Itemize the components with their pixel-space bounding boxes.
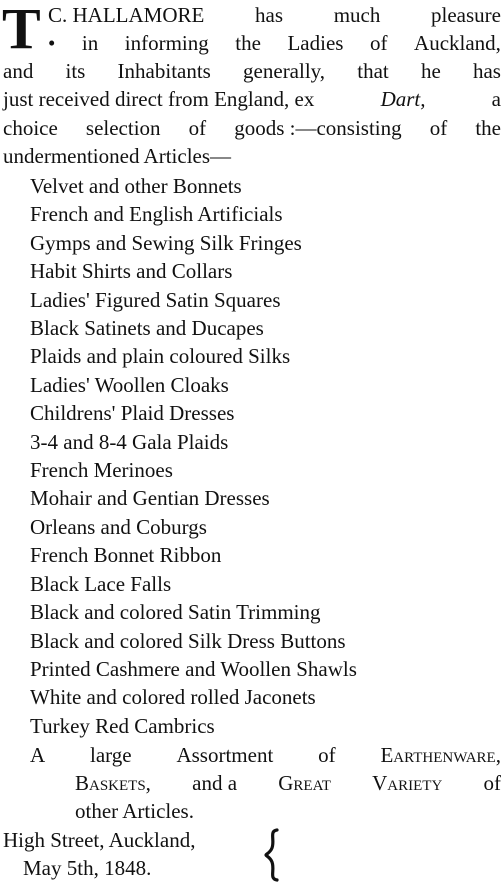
intro-line-1: [48, 3, 501, 27]
date-line: May 5th, 1848.: [23, 856, 152, 880]
assortment-row-2: [75, 769, 501, 797]
intro-word: informing: [124, 31, 209, 55]
list-item: Black Lace Falls: [30, 571, 172, 596]
list-item: Plaids and plain coloured Silks: [30, 344, 291, 369]
intro-word: Ladies: [287, 31, 344, 55]
assortment-word: of: [318, 743, 336, 767]
assortment-row-3: other Articles.: [75, 799, 194, 823]
list-item: Habit Shirts and Collars: [30, 259, 233, 284]
list-item: Mohair and Gentian Dresses: [30, 486, 270, 511]
intro-word: has: [255, 3, 284, 27]
intro-word: of: [370, 31, 388, 55]
article-list: [30, 172, 357, 740]
intro-word: of: [429, 116, 448, 140]
assortment-word: Variety: [372, 771, 443, 795]
assortment-word: Great: [278, 771, 331, 795]
intro-word: generally,: [243, 59, 326, 83]
intro-word: that: [357, 59, 389, 83]
drop-cap: T: [2, 0, 41, 61]
assortment-word: Earthenware,: [380, 743, 501, 767]
street-line: High Street, Auckland,: [3, 828, 196, 852]
list-item: French Merinoes: [30, 458, 173, 483]
intro-word: goods :—consisting: [234, 116, 402, 140]
intro-word: has: [472, 59, 501, 83]
curly-brace-ornament: [262, 828, 284, 882]
list-item: Black and colored Satin Trimming: [30, 600, 321, 625]
intro-word: the: [475, 116, 501, 140]
assortment-word: Assortment: [176, 743, 274, 767]
intro-word: its: [65, 59, 86, 83]
intro-word: •: [48, 31, 56, 55]
assortment-item: [30, 741, 501, 825]
assortment-word: A: [30, 743, 46, 767]
intro-text: just received direct from England, ex: [3, 87, 315, 111]
list-item: White and colored rolled Jaconets: [30, 685, 316, 710]
intro-word: pleasure: [431, 3, 501, 27]
list-item: Black and colored Silk Dress Buttons: [30, 628, 346, 653]
intro-word: of: [188, 116, 207, 140]
list-item: Gymps and Sewing Silk Fringes: [30, 230, 302, 255]
assortment-word: Baskets,: [75, 771, 151, 795]
list-item: Black Satinets and Ducapes: [30, 316, 264, 341]
intro-word: Auckland,: [414, 31, 501, 55]
list-item: Orleans and Coburgs: [30, 514, 207, 539]
intro-word: Inhabitants: [117, 59, 211, 83]
intro-word: in: [81, 31, 99, 55]
ship-name: Dart,: [380, 87, 426, 111]
assortment-row-1: [30, 741, 501, 769]
intro-line-3: [3, 59, 501, 83]
list-item: Childrens' Plaid Dresses: [30, 401, 235, 426]
intro-line-5: [3, 116, 501, 140]
intro-word: C. HALLAMORE: [48, 3, 205, 27]
list-item: Printed Cashmere and Woollen Shawls: [30, 656, 357, 681]
list-item: French and English Artificials: [30, 202, 283, 227]
intro-word: and: [3, 59, 34, 83]
list-item: Ladies' Woollen Cloaks: [30, 372, 229, 397]
list-item: Turkey Red Cambrics: [30, 713, 215, 738]
intro-line-6: undermentioned Articles—: [3, 144, 232, 168]
intro-word: selection: [85, 116, 161, 140]
intro-word: choice: [3, 116, 58, 140]
assortment-word: large: [90, 743, 132, 767]
assortment-word: of: [483, 771, 501, 795]
intro-line-2: [48, 31, 501, 55]
list-item: 3-4 and 8-4 Gala Plaids: [30, 429, 229, 454]
assortment-word: and a: [192, 771, 238, 795]
intro-word: the: [235, 31, 261, 55]
intro-word: he: [420, 59, 441, 83]
list-item: French Bonnet Ribbon: [30, 543, 222, 568]
intro-word: a: [491, 87, 501, 111]
list-item: Velvet and other Bonnets: [30, 174, 242, 198]
intro-line-4: [3, 87, 501, 111]
list-item: Ladies' Figured Satin Squares: [30, 287, 281, 312]
intro-word: much: [333, 3, 381, 27]
address-block: [3, 826, 195, 882]
